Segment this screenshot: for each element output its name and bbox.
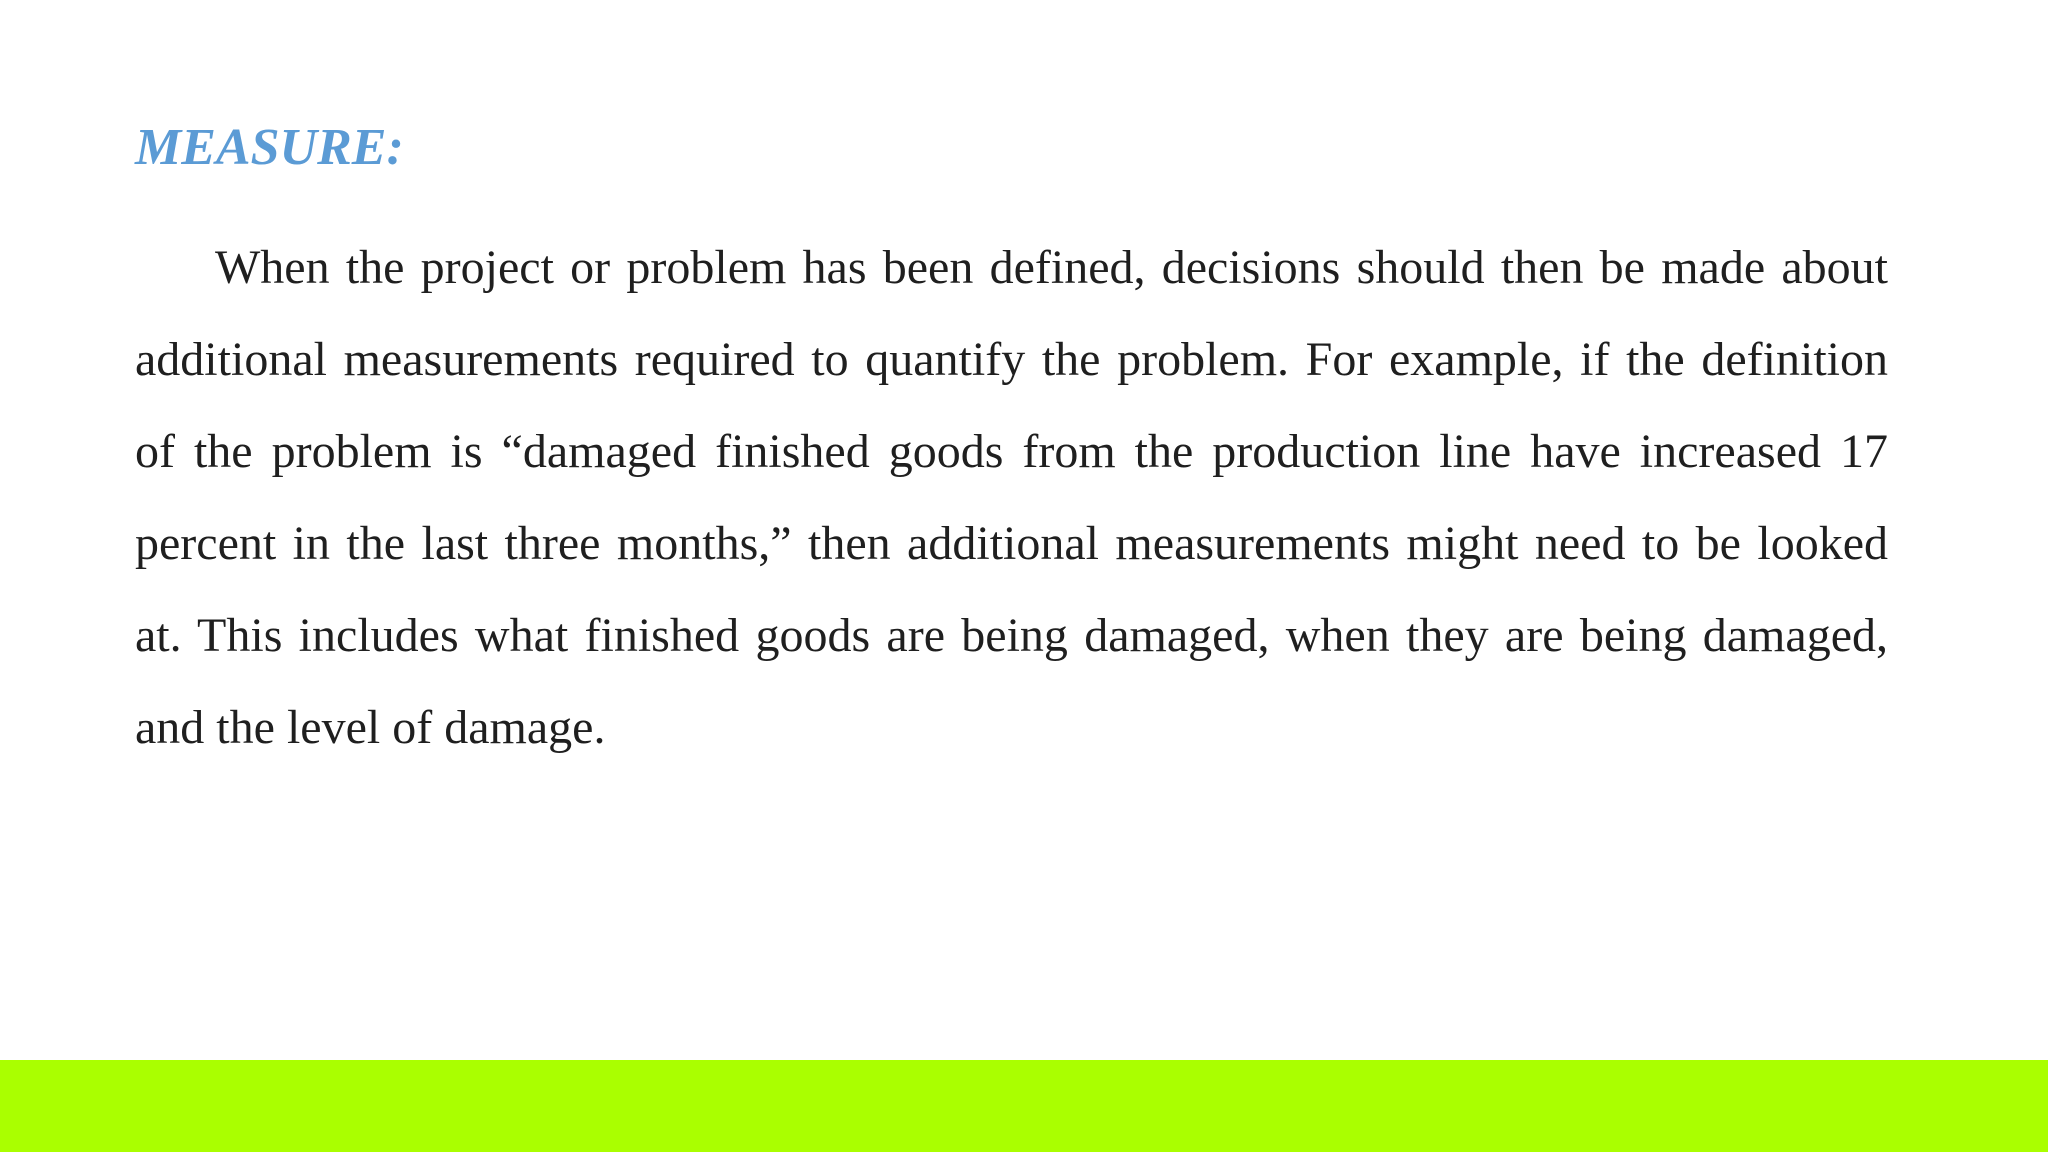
section-heading: MEASURE: [135, 119, 404, 176]
footer-accent-bar [0, 1060, 2048, 1152]
body-paragraph: When the project or problem has been defined, decisions should then be made about additional measurements required to quantify the problem. For example, if the definition of the problem is “damaged finished goods from the production line have increased 17 percent in the last three months,” then additional measurements might need to be looked at. This includes what finished goods are being damaged, when they are being damaged, and the level of damage. [135, 241, 1888, 754]
